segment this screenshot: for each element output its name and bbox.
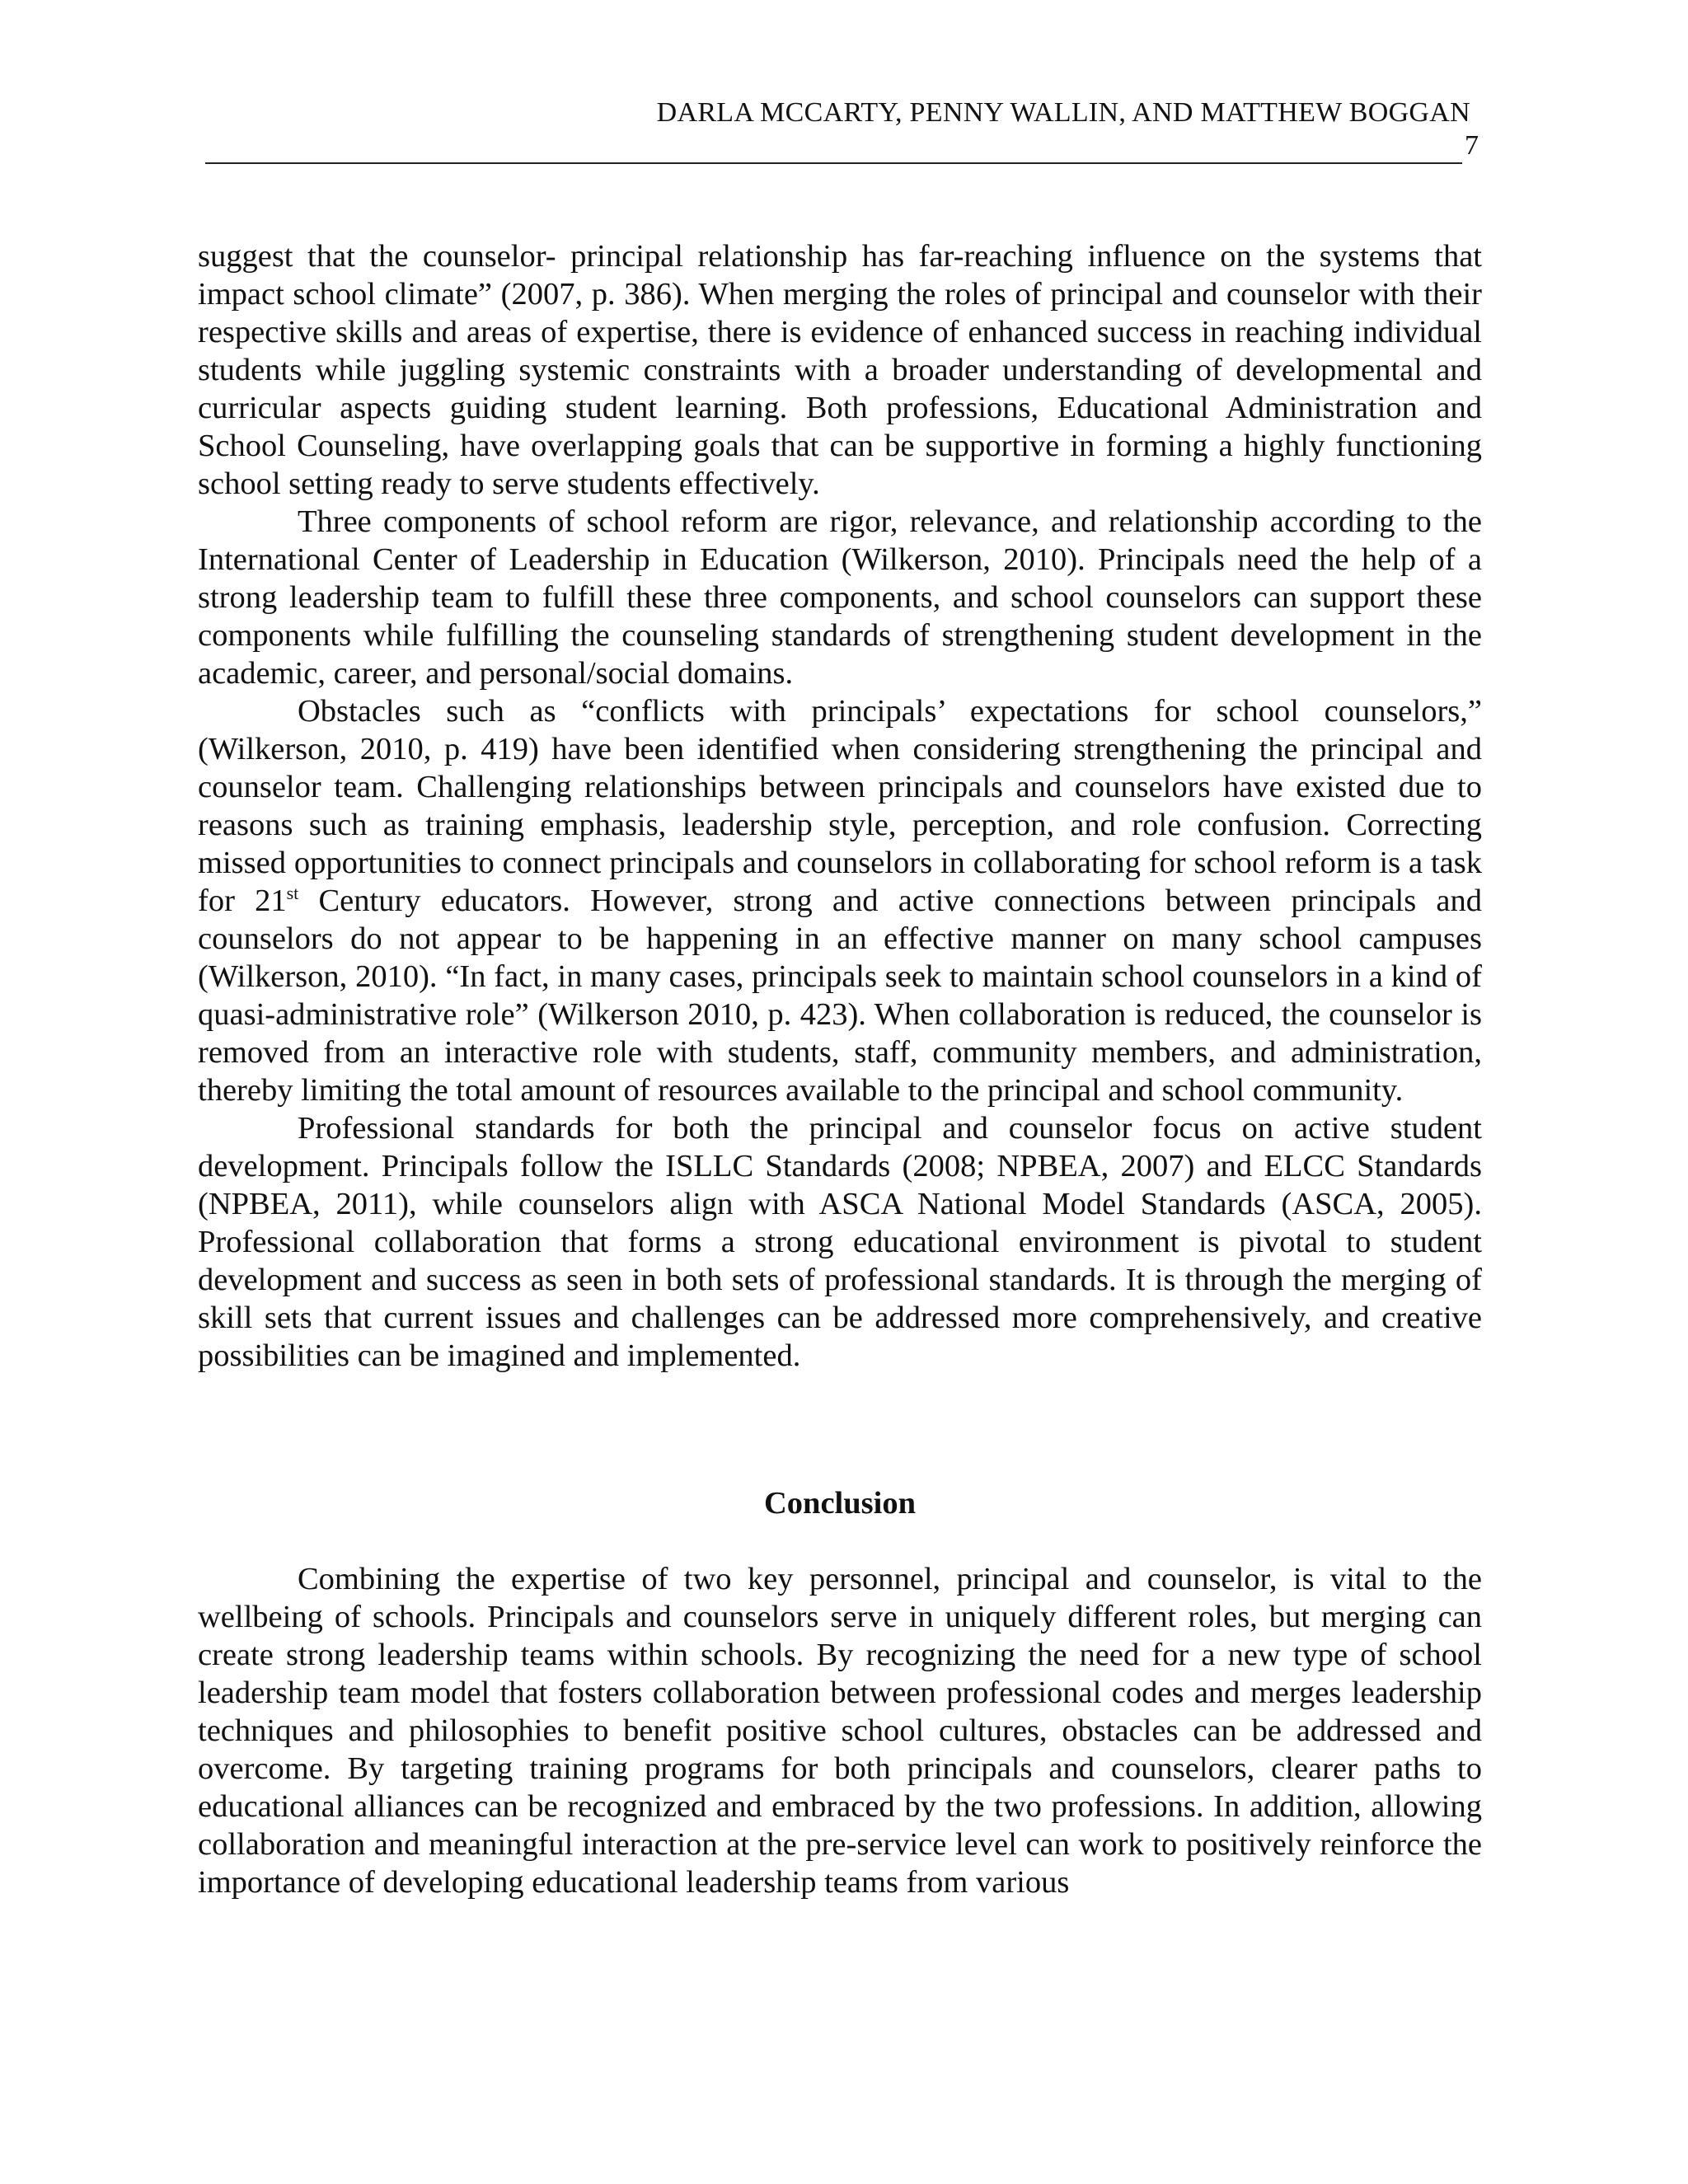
paragraph-1: suggest that the counselor- principal relationship has far-reaching influence on the systems that impact school climate” (2007, p. 386). When merging the roles of principal and counselor with their respective skills and areas of expertise, there is evidence of enhanced success in reaching individual students while juggling systemic constraints with a broader understanding of developmental and curricular aspects guiding student learning. Both professions, Educational Administration and School Counseling, have overlapping goals that can be supportive in forming a highly functioning school setting ready to serve students effectively. <box>198 239 1482 501</box>
conclusion-paragraph-1: Combining the expertise of two key personnel, principal and counselor, is vital to the wellbeing of schools. Principals and counselors serve in uniquely different roles, but merging can create strong leadership teams within schools. By recognizing the need for a new type of school leadership team model that fosters collaboration between professional codes and merges leadership techniques and philosophies to benefit positive school cultures, obstacles can be addressed and overcome. By targeting training programs for both principals and counselors, clearer paths to educational alliances can be recognized and embraced by the two professions. In addition, allowing collaboration and meaningful interaction at the pre-service level can work to positively reinforce the importance of developing educational leadership teams from various <box>198 1562 1482 1900</box>
paragraph-3-part-b: Century educators. However, strong and active connections between principals and counselors do not appear to be happening in an effective manner on many school campuses (Wilkerson, 2010). “In fact, in many cases, principals seek to maintain school counselors in a kind of quasi-administrative role” (Wilkerson 2010, p. 423). When collaboration is reduced, the counselor is removed from an interactive role with students, staff, community members, and administration, thereby limiting the total amount of resources available to the principal and school community. <box>198 883 1482 1108</box>
paragraph-3 <box>198 692 1482 1109</box>
body-text <box>198 237 1482 1375</box>
section-heading-conclusion: Conclusion <box>763 1486 916 1521</box>
running-head-authors: DARLA MCCARTY, PENNY WALLIN, AND MATTHEW BOGGAN <box>656 97 1470 128</box>
paragraph-2: Three components of school reform are rigor, relevance, and relationship according to the International Center of Leadership in Education (Wilkerson, 2010). Principals need the help of a strong leadership team to fulfill these three components, and school counselors can support these components while fulfilling the counseling standards of strengthening student development in the academic, career, and personal/social domains. <box>198 504 1482 691</box>
header-rule <box>205 162 1462 164</box>
paragraph-4: Professional standards for both the principal and counselor focus on active student development. Principals follow the ISLLC Standards (2008; NPBEA, 2007) and ELCC Standards (NPBEA, 2011), while counselors align with ASCA National Model Standards (ASCA, 2005). Professional collaboration that forms a strong educational environment is pivotal to student development and success as seen in both sets of professional standards. It is through the merging of skill sets that current issues and challenges can be addressed more comprehensively, and creative possibilities can be imagined and implemented. <box>198 1111 1482 1373</box>
superscript-st: st <box>286 883 299 903</box>
conclusion-text <box>198 1560 1482 1901</box>
page-number: 7 <box>1465 130 1479 161</box>
paragraph-3-part-a: Obstacles such as “conflicts with principals’ expectations for school counselors,” (Wilkerson, 2010, p. 419) have been identified when considering strengthening the principal and counselor team. Challenging relationships between principals and counselors have existed due to reasons such as training emphasis, leadership style, perception, and role confusion. Correcting missed opportunities to connect principals and counselors in collaborating for school reform is a task for 21 <box>198 694 1482 918</box>
